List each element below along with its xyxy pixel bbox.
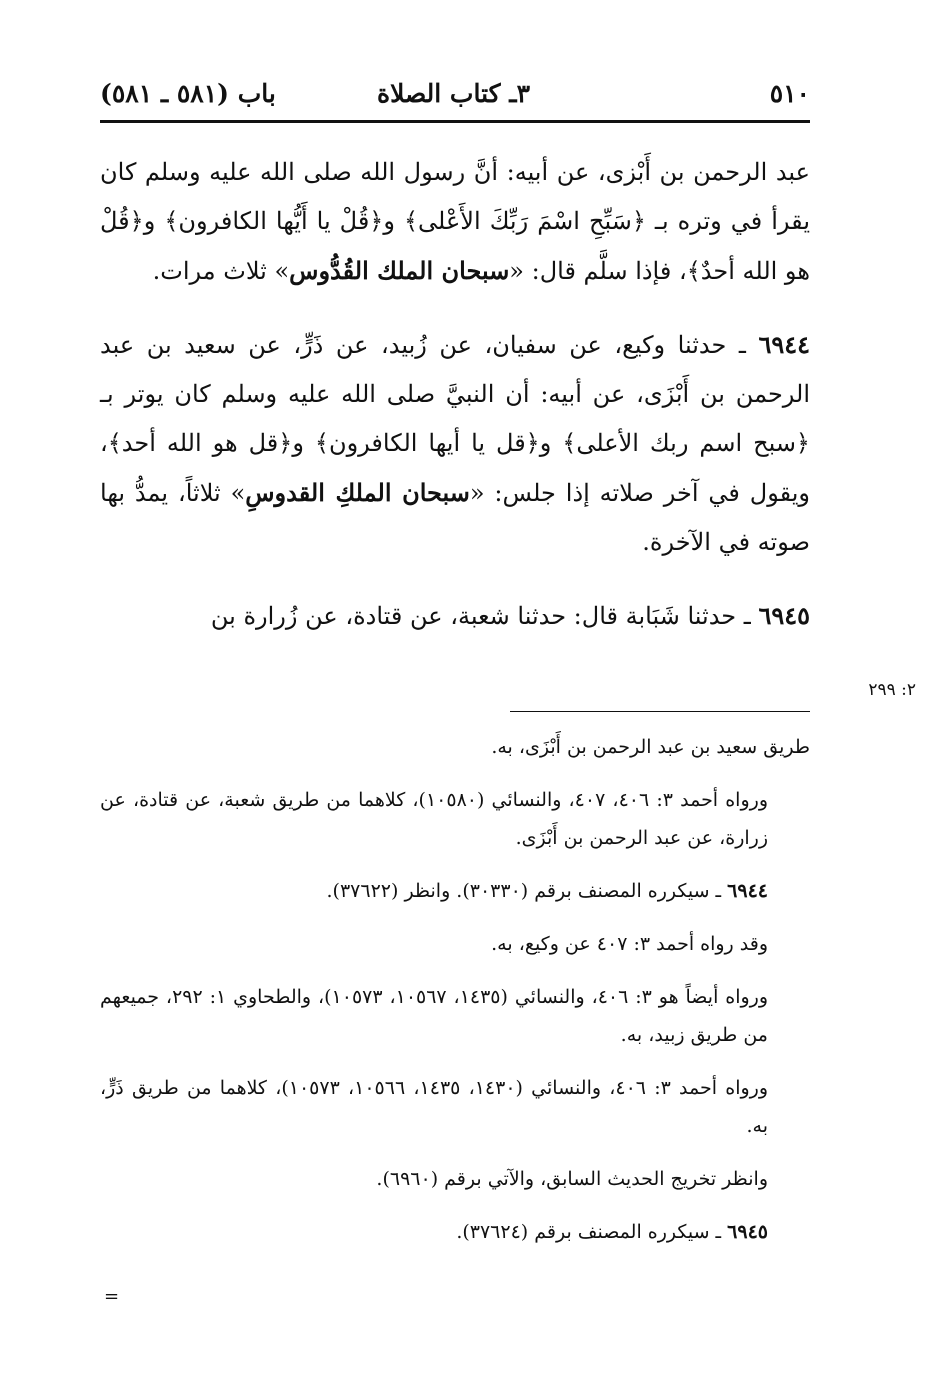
hadith-text: ـ حدثنا وكيع، عن سفيان، عن زُبيد، عن ذَرٍّ، عن سعيد بن عبد الرحمن بن أَبْزَى، عن أبيه: أن النبيَّ صلى الله عليه وسلم كان يوتر بـ ﴿سبح اسم ربك الأعلى﴾ و﴿قل يا أيها الكافرون﴾ و﴿قل هو الله أحد﴾، ويقول في آخر صلاته إذا جلس: « <box>100 331 811 507</box>
hadith-continuation <box>100 148 810 296</box>
footnote-text: ـ سيكرره المصنف برقم (٣٠٣٣٠). وانظر (٣٧٦٢٢). <box>326 880 722 902</box>
hadith-6944 <box>100 320 810 567</box>
footnote-text: ـ سيكرره المصنف برقم (٣٧٦٢٤). <box>456 1221 722 1243</box>
footnote-line: ورواه أحمد ٣: ٤٠٦، ٤٠٧، والنسائي (١٠٥٨٠)، كلاهما من طريق شعبة، عن قتادة، عن زرارة، عن عبد الرحمن بن أَبْزَى. <box>100 789 768 849</box>
header-rule <box>100 120 810 123</box>
footnote-line <box>100 1213 810 1251</box>
hadith-text: ـ حدثنا شَبَابة قال: حدثنا شعبة، عن قتادة، عن زُرارة بن <box>210 602 751 630</box>
running-header <box>100 74 810 114</box>
footnote-line <box>100 872 810 910</box>
hadith-6945 <box>100 591 810 641</box>
footnote-line: ورواه أحمد ٣: ٤٠٦، والنسائي (١٤٣٠، ١٤٣٥، ١٠٥٦٦، ١٠٥٧٣)، كلاهما من طريق ذَرٍّ، به. <box>100 1077 769 1137</box>
footnote-separator <box>510 711 810 712</box>
emphasized-text: سبحان الملك القُدُّوس <box>289 256 510 285</box>
main-text <box>100 148 810 665</box>
paragraph-text: » ثلاث مرات. <box>152 257 290 285</box>
hadith-number: ٦٩٤٤ <box>758 330 810 359</box>
footnote-line: وقد رواه أحمد ٣: ٤٠٧ عن وكيع، به. <box>491 933 768 955</box>
footnote-number: ٦٩٤٤ <box>727 880 768 902</box>
hadith-text: » ثلاثاً، يمدُّ بها صوته في الآخرة. <box>100 479 810 556</box>
book-title: ٣ـ كتاب الصلاة <box>376 79 530 108</box>
footnote-line: ورواه أيضاً هو ٣: ٤٠٦، والنسائي (١٤٣٥، ١٠٥٦٧، ١٠٥٧٣)، والطحاوي ١: ٢٩٢، جميعهم من طريق زبيد، به. <box>100 986 769 1046</box>
footnotes <box>100 728 810 1266</box>
chapter-title: باب (٥٨١ ـ ٥٨١) <box>100 79 276 108</box>
emphasized-text: سبحان الملكِ القدوسِ <box>245 478 470 507</box>
paragraph-text: عبد الرحمن بن أَبْزى، عن أبيه: أنَّ رسول الله صلى الله عليه وسلم كان يقرأ في وتره بـ ﴿سَبِّحِ اسْمَ رَبِّكَ الأَعْلى﴾ و﴿قُلْ يا أَيُّها الكافرون﴾ و﴿قُلْ هو الله أحدٌ﴾، فإذا سلَّم قال: « <box>100 158 810 285</box>
page-end-mark: = <box>104 1286 120 1307</box>
footnote-line: طريق سعيد بن عبد الرحمن بن أَبْزَى، به. <box>491 736 810 758</box>
footnote-line: وانظر تخريج الحديث السابق، والآتي برقم (٦٩٦٠). <box>376 1168 768 1190</box>
hadith-number: ٦٩٤٥ <box>758 601 810 630</box>
page-number: ٥١٠ <box>769 79 810 108</box>
margin-reference: ٢: ٢٩٩ <box>868 680 916 700</box>
footnote-number: ٦٩٤٥ <box>727 1221 768 1243</box>
